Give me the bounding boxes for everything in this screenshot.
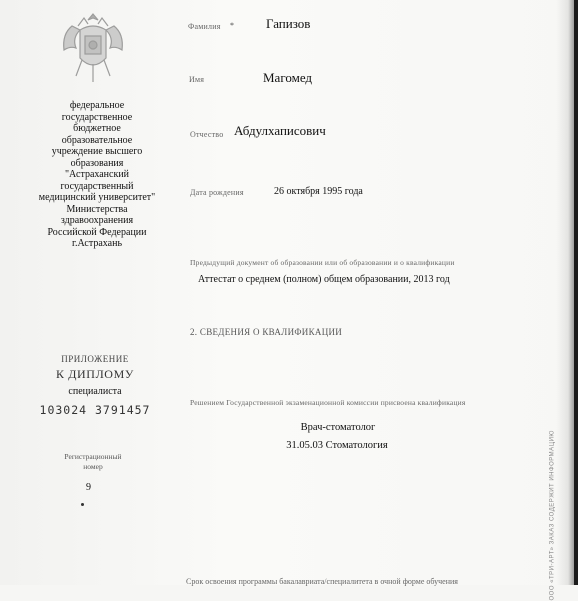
study-period-text: Срок освоения программы бакалавриата/специалитета в очной форме обучения (186, 577, 458, 586)
appendix-diploma-type: специалиста (68, 386, 122, 397)
scan-edge (574, 0, 578, 585)
previous-document-label: Предыдущий документ об образовании или об образовании и о квалификации (190, 258, 455, 267)
registration-number-label: Регистрационный номер (64, 452, 122, 471)
ink-dot (81, 503, 84, 506)
name-label: Имя (189, 75, 205, 84)
appendix-diploma-label: К ДИПЛОМУ (56, 367, 134, 381)
patronymic-value: Абдулхаписович (234, 123, 326, 138)
qualification-section-title: 2. СВЕДЕНИЯ О КВАЛИФИКАЦИИ (190, 327, 343, 337)
qualification-decision-text: Решением Государственной экзаменационной комиссии присвоена квалификация (190, 398, 466, 407)
coat-of-arms-icon (52, 6, 134, 92)
birth-date-label: Дата рождения (190, 188, 244, 197)
appendix-serial-number: 103024 3791457 (39, 403, 151, 417)
previous-document-value: Аттестат о среднем (полном) общем образовании, 2013 год (198, 274, 450, 285)
patronymic-label: Отчество (190, 130, 224, 139)
birth-date-value: 26 октября 1995 года (274, 186, 363, 197)
registration-number: 9 (86, 482, 91, 493)
asterisk-mark: * (230, 21, 234, 30)
surname-label: Фамилия (188, 22, 221, 31)
printer-imprint: ООО «ТРИ-АРТ» ЗАКАЗ СОДЕРЖИТ ИНФОРМАЦИЮ (550, 430, 556, 601)
qualification-specialty: 31.05.03 Стоматология (286, 440, 388, 451)
surname-value: Гапизов (266, 16, 311, 31)
name-value: Магомед (263, 70, 313, 85)
qualification-title: Врач-стоматолог (300, 422, 376, 433)
appendix-heading: ПРИЛОЖЕНИЕ (61, 354, 129, 364)
issuer-institution: федеральное государственное бюджетное образовательное учреждение высшего образования "Астраханский государственный медицинский университет" Министерства здравоохранения Российской Федерации г.Астрахань (38, 100, 156, 249)
